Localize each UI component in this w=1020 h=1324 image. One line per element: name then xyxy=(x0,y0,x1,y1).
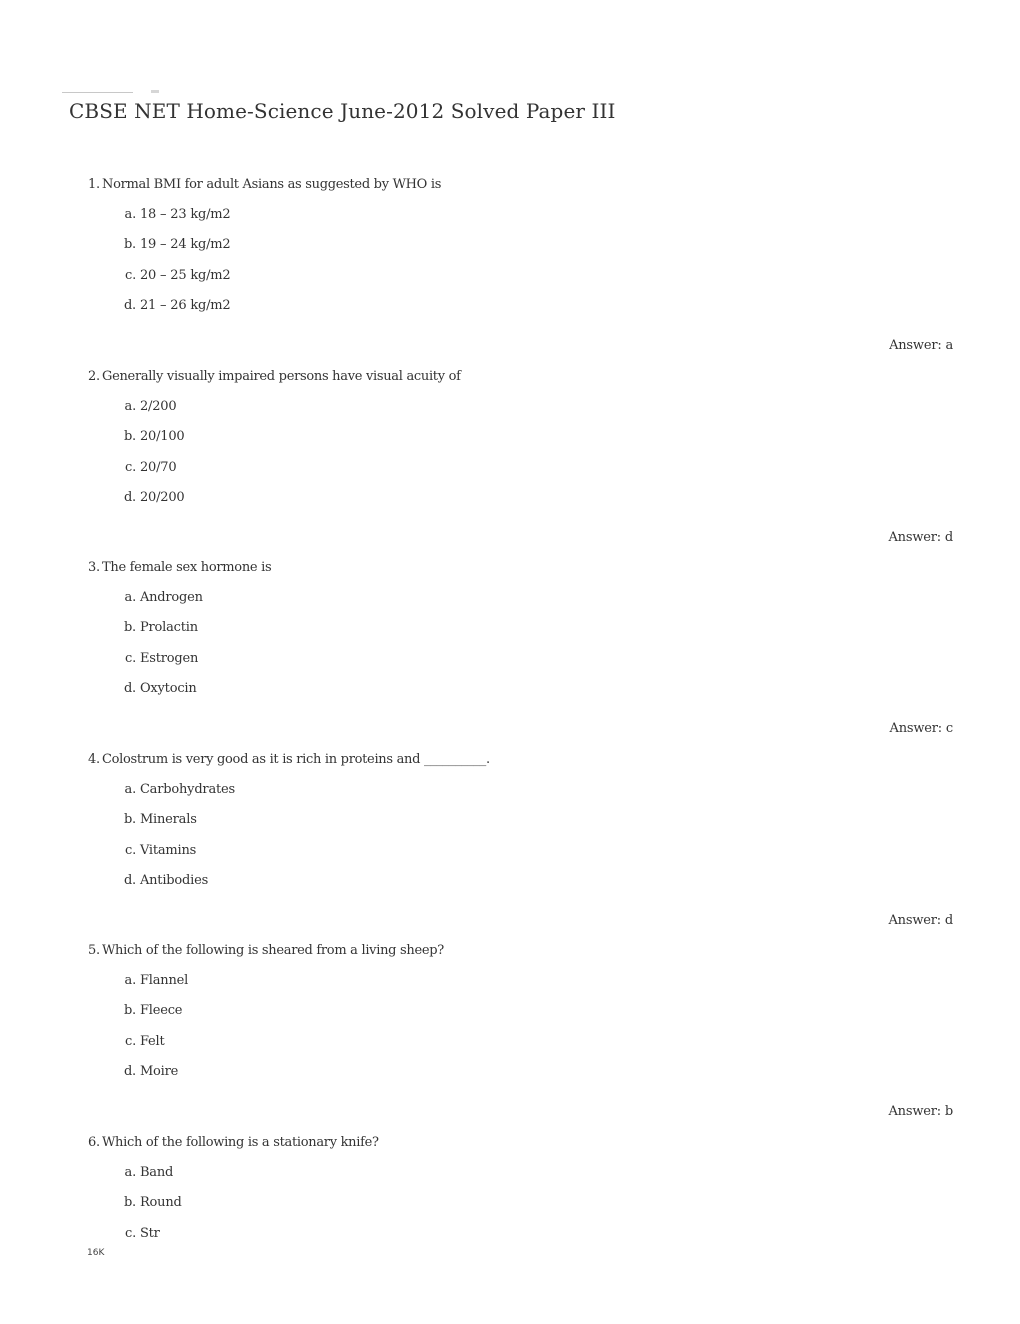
option-letter: a. xyxy=(117,782,136,797)
answer-option xyxy=(117,973,188,988)
option-letter: a. xyxy=(117,1165,136,1180)
answer-option xyxy=(117,268,231,283)
header-mark xyxy=(151,90,159,93)
answer-option xyxy=(117,429,184,444)
answer-option xyxy=(117,1165,173,1180)
question-stem: The female sex hormone is xyxy=(102,560,271,575)
question-text xyxy=(88,752,490,767)
question-text xyxy=(88,943,444,958)
answer-option xyxy=(117,460,176,475)
option-letter: a. xyxy=(117,590,136,605)
option-text: Minerals xyxy=(140,812,197,827)
option-letter: c. xyxy=(117,268,136,283)
option-letter: b. xyxy=(117,237,136,252)
option-letter: d. xyxy=(117,681,136,696)
option-text: Band xyxy=(140,1165,173,1180)
question-number: 1. xyxy=(88,177,102,192)
question-number: 6. xyxy=(88,1135,102,1150)
option-text: 2/200 xyxy=(140,399,176,414)
option-text: 20 – 25 kg/m2 xyxy=(140,268,231,283)
option-letter: b. xyxy=(117,620,136,635)
option-letter: b. xyxy=(117,429,136,444)
question-stem: Which of the following is sheared from a living sheep? xyxy=(102,943,444,958)
option-letter: d. xyxy=(117,490,136,505)
answer-option xyxy=(117,873,208,888)
option-letter: a. xyxy=(117,399,136,414)
option-letter: b. xyxy=(117,1003,136,1018)
answer-option xyxy=(117,490,184,505)
option-letter: c. xyxy=(117,651,136,666)
answer-key: Answer: a xyxy=(889,338,953,353)
option-text: 18 – 23 kg/m2 xyxy=(140,207,231,222)
answer-option xyxy=(117,1226,160,1241)
option-letter: c. xyxy=(117,1226,136,1241)
option-text: Moire xyxy=(140,1064,178,1079)
question-block xyxy=(0,175,1020,367)
answer-option xyxy=(117,782,235,797)
question-block xyxy=(0,558,1020,750)
option-text: Vitamins xyxy=(140,843,196,858)
file-size-label: 16K xyxy=(87,1248,104,1258)
answer-option xyxy=(117,298,231,313)
question-number: 3. xyxy=(88,560,102,575)
option-text: Str xyxy=(140,1226,160,1241)
option-text: Estrogen xyxy=(140,651,198,666)
option-text: Androgen xyxy=(140,590,203,605)
question-text xyxy=(88,1135,379,1150)
question-stem: Colostrum is very good as it is rich in proteins and __________. xyxy=(102,752,490,767)
question-list xyxy=(0,175,1020,1324)
answer-option xyxy=(117,399,176,414)
option-text: Oxytocin xyxy=(140,681,197,696)
option-letter: d. xyxy=(117,298,136,313)
question-text xyxy=(88,369,461,384)
answer-key: Answer: d xyxy=(888,530,953,545)
option-text: Antibodies xyxy=(140,873,208,888)
option-text: 20/100 xyxy=(140,429,185,444)
answer-option xyxy=(117,1003,182,1018)
question-text xyxy=(88,560,271,575)
option-text: 20/200 xyxy=(140,490,185,505)
question-stem: Normal BMI for adult Asians as suggested by WHO is xyxy=(102,177,441,192)
question-number: 5. xyxy=(88,943,102,958)
option-text: 19 – 24 kg/m2 xyxy=(140,237,231,252)
question-stem: Generally visually impaired persons have visual acuity of xyxy=(102,369,461,384)
option-letter: b. xyxy=(117,1195,136,1210)
option-text: Felt xyxy=(140,1034,165,1049)
answer-option xyxy=(117,681,197,696)
question-block xyxy=(0,941,1020,1133)
answer-option xyxy=(117,812,197,827)
option-letter: b. xyxy=(117,812,136,827)
option-letter: c. xyxy=(117,460,136,475)
header-rule xyxy=(62,92,133,93)
answer-option xyxy=(117,843,196,858)
question-block xyxy=(0,1133,1020,1324)
answer-option xyxy=(117,1034,165,1049)
option-text: Flannel xyxy=(140,973,188,988)
answer-option xyxy=(117,207,231,222)
answer-key: Answer: c xyxy=(890,721,953,736)
option-letter: d. xyxy=(117,873,136,888)
option-letter: a. xyxy=(117,207,136,222)
option-letter: d. xyxy=(117,1064,136,1079)
question-block xyxy=(0,367,1020,559)
question-number: 4. xyxy=(88,752,102,767)
answer-key: Answer: d xyxy=(888,913,953,928)
option-text: Round xyxy=(140,1195,182,1210)
question-block xyxy=(0,750,1020,942)
answer-option xyxy=(117,590,203,605)
answer-option xyxy=(117,651,198,666)
question-number: 2. xyxy=(88,369,102,384)
option-text: Fleece xyxy=(140,1003,182,1018)
answer-option xyxy=(117,620,198,635)
option-text: Carbohydrates xyxy=(140,782,235,797)
option-text: Prolactin xyxy=(140,620,198,635)
answer-key: Answer: b xyxy=(888,1104,953,1119)
question-text xyxy=(88,177,441,192)
answer-option xyxy=(117,1195,182,1210)
answer-option xyxy=(117,237,231,252)
page-title: CBSE NET Home-Science June-2012 Solved Paper III xyxy=(69,99,616,123)
option-text: 20/70 xyxy=(140,460,176,475)
question-stem: Which of the following is a stationary knife? xyxy=(102,1135,379,1150)
answer-option xyxy=(117,1064,178,1079)
option-text: 21 – 26 kg/m2 xyxy=(140,298,231,313)
option-letter: c. xyxy=(117,1034,136,1049)
option-letter: c. xyxy=(117,843,136,858)
option-letter: a. xyxy=(117,973,136,988)
